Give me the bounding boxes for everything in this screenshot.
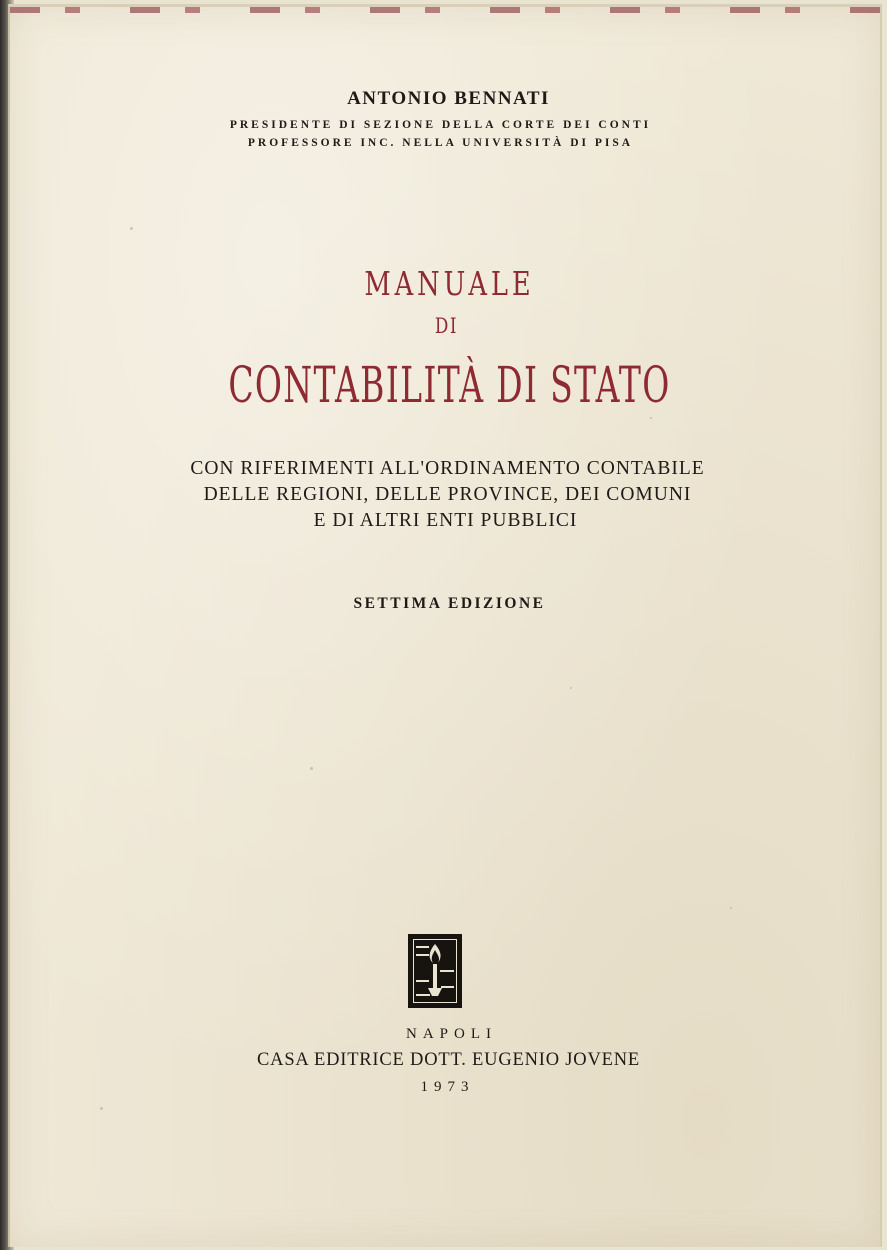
edition-label: SETTIMA EDIZIONE: [353, 595, 546, 612]
publisher-city: NAPOLI: [406, 1026, 497, 1042]
cover-top-wear: [10, 7, 880, 13]
torch-icon: [410, 936, 460, 1006]
paper-speck: [730, 907, 732, 909]
author-role: PROFESSORE INC. NELLA UNIVERSITÀ DI PISA: [247, 137, 634, 149]
subtitle-line: CON RIFERIMENTI ALL'ORDINAMENTO CONTABILE: [190, 458, 705, 479]
publisher-emblem-torch-icon: [408, 934, 462, 1008]
subtitle-line: DELLE REGIONI, DELLE PROVINCE, DEI COMUNI: [203, 484, 692, 505]
paper-speck: [130, 227, 133, 230]
paper-speck: [100, 1107, 103, 1110]
author-role: PRESIDENTE DI SEZIONE DELLA CORTE DEI CONTI: [229, 119, 652, 131]
paper-speck: [650, 417, 652, 419]
publisher-name: CASA EDITRICE DOTT. EUGENIO JOVENE: [257, 1050, 640, 1070]
paper-speck: [310, 767, 313, 770]
title-line-di: DI: [434, 314, 459, 338]
subtitle-line: E DI ALTRI ENTI PUBBLICI: [313, 510, 578, 531]
paper-speck: [570, 687, 572, 689]
title-line-manuale: MANUALE: [364, 264, 535, 303]
author-name: ANTONIO BENNATI: [347, 88, 550, 109]
book-title: CONTABILITÀ DI STATO: [228, 356, 671, 414]
publication-year: 1973: [420, 1079, 475, 1095]
